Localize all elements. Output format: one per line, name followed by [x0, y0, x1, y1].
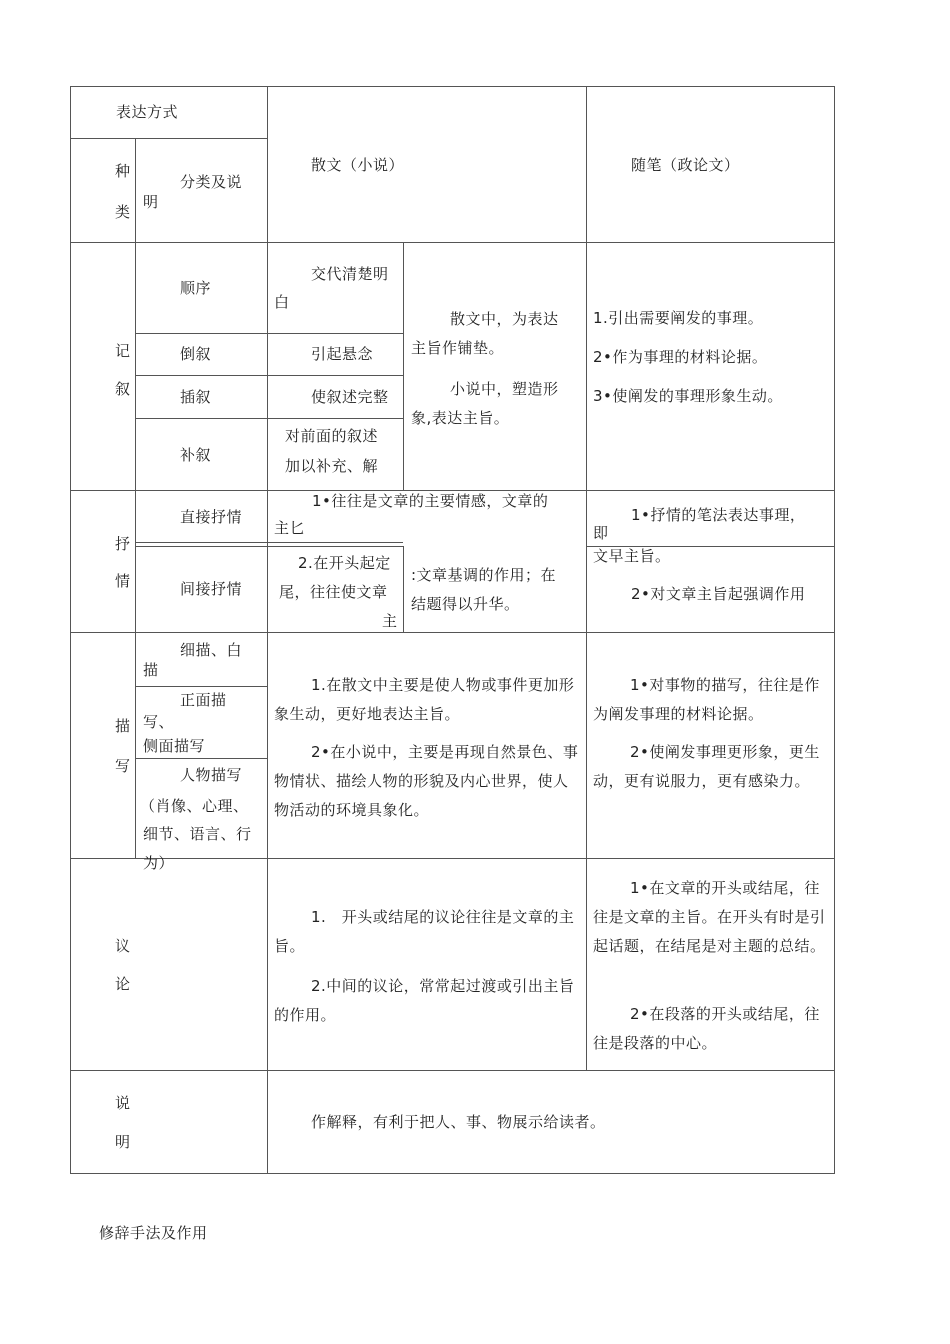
narration-prose-text-1b: 主旨作铺垫。: [411, 339, 505, 357]
description-label-2: 写: [115, 757, 131, 775]
description-label-1: 描: [115, 717, 131, 735]
narration-supplement-desc-1: 对前面的叙述: [285, 427, 379, 445]
argument-label-2: 论: [115, 975, 131, 993]
lyric-label-2: 情: [115, 572, 131, 590]
narration-essay-item-1: 1.引出需要阐发的事理。: [593, 309, 764, 327]
header-type-char-1: 种: [115, 162, 131, 180]
lyric-label-1: 抒: [115, 535, 131, 553]
description-prose-text-2: 2•在小说中，主要是再现自然景色、事物情状、描绘人物的形貌及内心世界，使人物活动的环境具象化。: [274, 743, 579, 819]
narration-sep-2: [135, 375, 403, 376]
lyric-prose-text-2a: 2.在开头起定: [298, 554, 391, 572]
narration-interpolation-label: 插叙: [180, 388, 212, 406]
narration-label-1: 记: [115, 342, 131, 360]
section-caption: 修辞手法及作用: [99, 1224, 208, 1242]
argument-essay-text-1: 1•在文章的开头或结尾，往往是文章的主旨。在开头有时是引起话题，在结尾是对主题的总结。: [593, 879, 826, 955]
lyric-prose-text-1b: 主匕: [274, 519, 306, 537]
header-essay: 随笔（政论文）: [631, 156, 740, 174]
lyric-prose-text-2b: 尾，往往使文章: [279, 583, 388, 601]
col-sep-essay: [586, 86, 587, 1071]
description-sub1-a: 细描、白: [180, 641, 243, 659]
row-sep-argument: [70, 1070, 835, 1071]
lyric-prose-text-1a: 1•往往是文章的主要情感，文章的: [312, 492, 549, 510]
lyric-prose-text-3a: :文章基调的作用；在: [411, 566, 557, 584]
narration-prose-text-2b: 象,表达主旨。: [411, 409, 510, 427]
header-type-char-2: 类: [115, 203, 131, 221]
description-sub3-d: 为）: [143, 854, 175, 872]
description-sub1-b: 描: [143, 661, 159, 679]
border-bottom: [70, 1173, 835, 1174]
narration-supplement-desc-2: 加以补充、解: [285, 457, 379, 475]
argument-label-1: 议: [115, 937, 131, 955]
border-top: [70, 86, 835, 87]
narration-supplement-cell: [268, 419, 403, 490]
narration-sep-1: [135, 333, 403, 334]
narration-prose-text-2a: 小说中，塑造形: [450, 380, 559, 398]
description-essay-text-2: 2•使阐发事理更形象，更生动，更有说服力，更有感染力。: [593, 743, 820, 790]
narration-order-desc-tail: 白: [274, 293, 290, 311]
argument-prose-text-2: 2.中间的议论，常常起过渡或引出主旨的作用。: [274, 977, 575, 1024]
description-sub3-c: 细节、语言、行: [143, 825, 252, 843]
description-essay-text-1: 1•对事物的描写，往往是作为阐发事理的材料论据。: [593, 676, 820, 723]
lyric-prose-text-2c: 主: [382, 612, 398, 630]
lyric-essay-text-1b: 即: [593, 524, 609, 542]
description-prose-text-1: 1.在散文中主要是使人物或事件更加形象生动，更好地表达主旨。: [274, 676, 575, 723]
header-prose: 散文（小说）: [311, 156, 405, 174]
description-sub3-b: （肖像、心理、: [140, 797, 249, 815]
row-sep-description: [70, 858, 835, 859]
lyric-essay-text-2: 2•对文章主旨起强调作用: [631, 585, 806, 603]
narration-flashback-label: 倒叙: [180, 345, 212, 363]
narration-col-sep: [403, 242, 404, 490]
lyric-col-sep: [403, 546, 404, 632]
description-sub2-a: 正面描: [180, 691, 227, 709]
description-sub2-c: 侧面描写: [143, 737, 206, 755]
row-sep-lyric: [70, 632, 835, 633]
border-right: [834, 86, 835, 1174]
argument-essay-text-2: 2•在段落的开头或结尾，往往是段落的中心。: [593, 1005, 820, 1052]
description-sub2-b: 写、: [143, 713, 175, 731]
description-sub3-cell: [136, 759, 267, 872]
border-left: [70, 86, 71, 1174]
col-sep-type: [135, 138, 136, 242]
narration-interpolation-desc: 使叙述完整: [311, 388, 389, 406]
narration-label-2: 叙: [115, 380, 131, 398]
argument-prose-text-1: 1. 开头或结尾的议论往往是文章的主旨。: [274, 908, 575, 955]
header-category-desc: 分类及说: [180, 173, 243, 191]
narration-order-label: 顺序: [180, 279, 212, 297]
row-sep-header: [70, 242, 835, 243]
exposition-text: 作解释，有利于把人、事、物展示给读者。: [311, 1113, 606, 1131]
narration-essay-item-2: 2•作为事理的材料论据。: [593, 348, 768, 366]
header-sep: [70, 138, 267, 139]
lyric-indirect-label: 间接抒情: [180, 580, 243, 598]
lyric-essay-text-1a: 1•抒情的笔法表达事理，: [631, 506, 806, 524]
header-expression-mode: 表达方式: [116, 103, 179, 121]
lyric-sep-left-1: [135, 542, 403, 543]
lyric-prose-text-1b-cell: [268, 506, 403, 542]
narration-supplement-label: 补叙: [180, 446, 212, 464]
narration-prose-text-1a: 散文中，为表达: [450, 310, 559, 328]
narration-essay-item-3: 3•使阐发的事理形象生动。: [593, 387, 783, 405]
narration-flashback-desc: 引起悬念: [311, 345, 374, 363]
lyric-prose-text-2-cell: [268, 547, 403, 632]
lyric-prose-text-3b: 结题得以升华。: [411, 595, 520, 613]
header-category-desc-tail: 明: [143, 193, 159, 211]
exposition-label-1: 说: [115, 1094, 131, 1112]
lyric-essay-text-1c: 文早主旨。: [593, 547, 671, 565]
lyric-direct-label: 直接抒情: [180, 508, 243, 526]
narration-order-desc: 交代清楚明: [311, 265, 389, 283]
description-sub3-a: 人物描写: [180, 766, 243, 784]
exposition-label-2: 明: [115, 1133, 131, 1151]
